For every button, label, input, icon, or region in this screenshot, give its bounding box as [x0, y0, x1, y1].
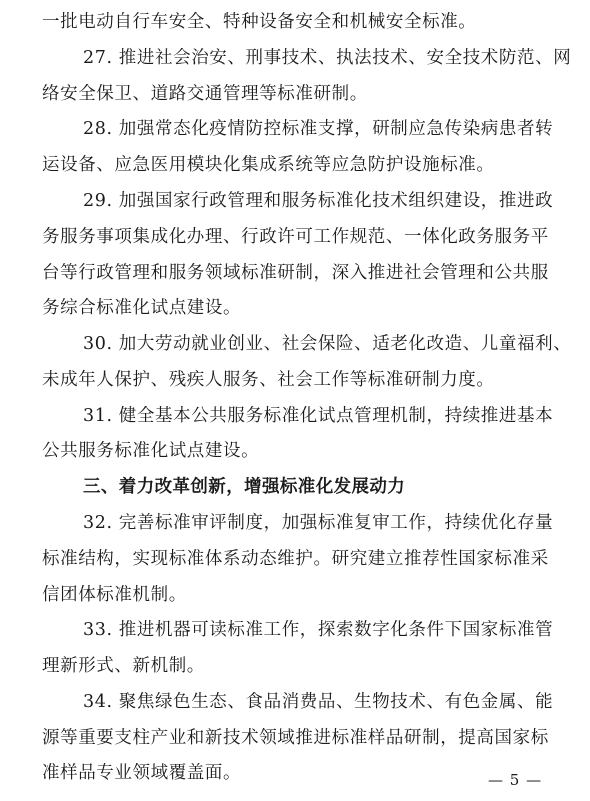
item-29-line-1: 29. 加强国家行政管理和服务标准化技术组织建设，推进政 — [83, 191, 554, 211]
item-34-line-2: 源等重要支柱产业和新技术领域推进标准样品研制，提高国家标 — [42, 728, 549, 748]
item-29-line-4: 务综合标准化试点建设。 — [42, 298, 242, 318]
item-31-line-2: 公共服务标准化试点建设。 — [42, 441, 260, 461]
item-32-line-3: 信团体标准机制。 — [42, 585, 187, 605]
item-27-line-1: 27. 推进社会治安、刑事技术、执法技术、安全技术防范、网 — [83, 48, 572, 68]
item-33-line-1: 33. 推进机器可读标准工作，探索数字化条件下国家标准管 — [83, 620, 554, 640]
page-number: — 5 — — [488, 771, 543, 789]
item-34-line-1: 34. 聚焦绿色生态、食品消费品、生物技术、有色金属、能 — [83, 692, 554, 712]
item-27-line-2: 络安全保卫、道路交通管理等标准研制。 — [42, 84, 368, 104]
item-29-line-3: 台等行政管理和服务领域标准研制，深入推进社会管理和公共服 — [42, 263, 549, 283]
item-28-line-1: 28. 加强常态化疫情防控标准支撑，研制应急传染病患者转 — [83, 119, 554, 139]
text-line: 一批电动自行车安全、特种设备安全和机械安全标准。 — [42, 12, 477, 32]
item-32-line-2: 标准结构，实现标准体系动态维护。研究建立推荐性国家标准采 — [42, 549, 549, 569]
item-34-line-3: 准样品专业领域覆盖面。 — [42, 763, 242, 783]
section-heading: 三、着力改革创新，增强标准化发展动力 — [83, 477, 406, 497]
item-30-line-2: 未成年人保护、残疾人服务、社会工作等标准研制力度。 — [42, 370, 495, 390]
item-29-line-2: 务服务事项集成化办理、行政许可工作规范、一体化政务服务平 — [42, 227, 549, 247]
item-30-line-1: 30. 加大劳动就业创业、社会保险、适老化改造、儿童福利、 — [83, 334, 572, 354]
item-33-line-2: 理新形式、新机制。 — [42, 656, 205, 676]
item-28-line-2: 运设备、应急医用模块化集成系统等应急防护设施标准。 — [42, 155, 495, 175]
item-31-line-1: 31. 健全基本公共服务标准化试点管理机制，持续推进基本 — [83, 406, 554, 426]
item-32-line-1: 32. 完善标准审评制度，加强标准复审工作，持续优化存量 — [83, 513, 554, 533]
